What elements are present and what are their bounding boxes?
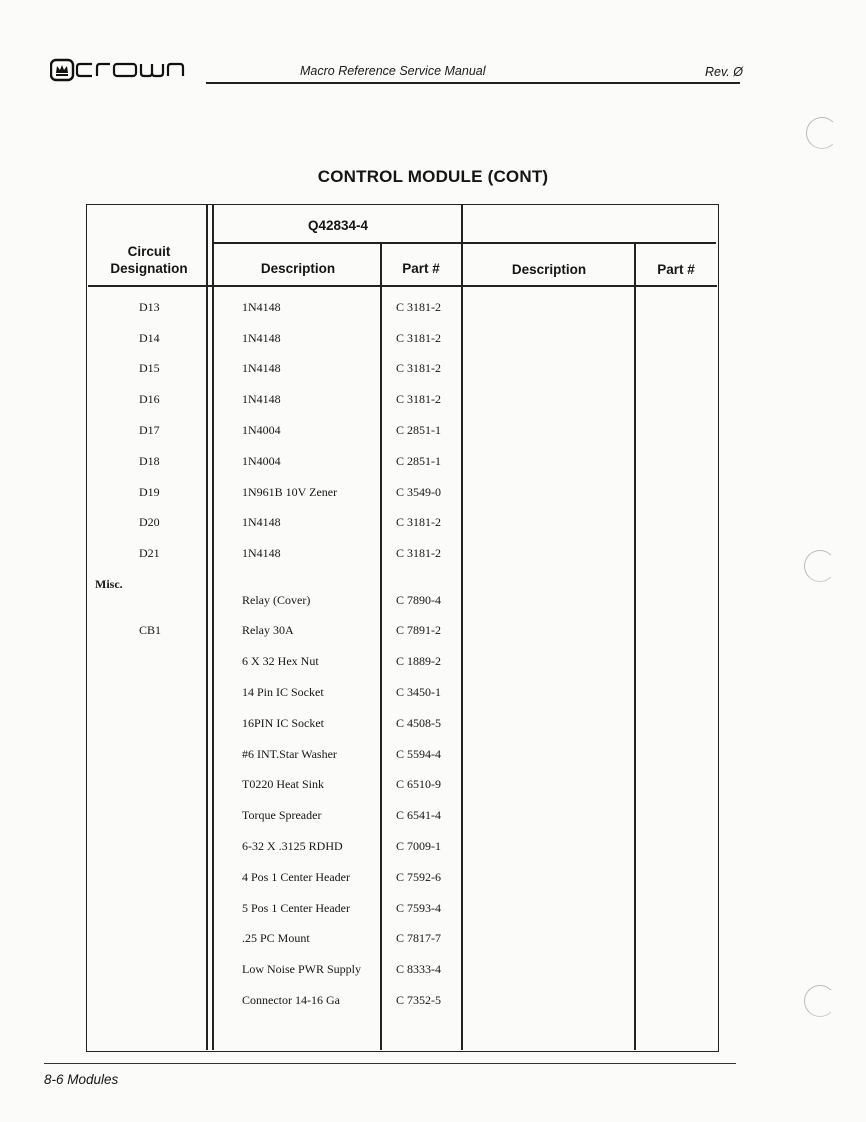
- row-part-number: C 3181-2: [396, 361, 441, 375]
- divider: [214, 242, 716, 244]
- revision-label: Rev. Ø: [705, 65, 743, 79]
- divider: [380, 244, 382, 1050]
- divider: [634, 244, 636, 1050]
- row-part-number: C 3181-2: [396, 300, 441, 314]
- divider: [206, 205, 208, 1050]
- description-header-2: Description: [511, 262, 587, 277]
- divider: [212, 205, 214, 1050]
- row-description: 1N961B 10V Zener: [242, 485, 338, 499]
- part-number-header-2: Part #: [657, 262, 695, 277]
- row-description: 6 X 32 Hex Nut: [242, 654, 319, 668]
- page-footer: 8-6 Modules: [44, 1072, 119, 1087]
- row-description: 1N4004: [242, 454, 281, 468]
- row-description: Relay (Cover): [242, 593, 311, 607]
- row-description: Torque Spreader: [242, 808, 322, 822]
- row-part-number: C 7891-2: [396, 623, 441, 637]
- row-description: Low Noise PWR Supply: [242, 962, 362, 976]
- row-designation: D19: [139, 485, 160, 499]
- row-part-number: C 8333-4: [396, 962, 441, 976]
- part-number-header: Part #: [402, 261, 440, 276]
- misc-section-label: Misc.: [95, 577, 123, 591]
- row-designation: D21: [139, 546, 160, 560]
- description-header: Description: [260, 261, 336, 276]
- row-designation: D15: [139, 361, 160, 375]
- row-part-number: C 1889-2: [396, 654, 441, 668]
- row-part-number: C 3181-2: [396, 392, 441, 406]
- row-designation: D20: [139, 515, 160, 529]
- row-designation: D18: [139, 454, 160, 468]
- row-description: 16PIN IC Socket: [242, 716, 324, 730]
- row-part-number: C 5594-4: [396, 747, 441, 761]
- row-description: 1N4148: [242, 300, 281, 314]
- divider: [461, 205, 463, 1050]
- row-part-number: C 2851-1: [396, 423, 441, 437]
- header-rule: [206, 82, 740, 84]
- circuit-designation-header: Circuit Designation: [110, 244, 188, 276]
- row-description: Connector 14-16 Ga: [242, 993, 340, 1007]
- row-description: 1N4148: [242, 331, 281, 345]
- row-description: 5 Pos 1 Center Header: [242, 901, 350, 915]
- divider: [88, 285, 717, 287]
- row-description: T0220 Heat Sink: [242, 777, 324, 791]
- row-part-number: C 7009-1: [396, 839, 441, 853]
- row-part-number: C 3181-2: [396, 546, 441, 560]
- row-description: 1N4148: [242, 515, 281, 529]
- row-designation: D13: [139, 300, 160, 314]
- row-part-number: C 4508-5: [396, 716, 441, 730]
- binder-hole: [806, 117, 838, 149]
- model-number-header: Q42834-4: [307, 218, 369, 233]
- row-designation: CB1: [139, 623, 162, 637]
- row-description: 1N4004: [242, 423, 281, 437]
- row-part-number: C 2851-1: [396, 454, 441, 468]
- row-part-number: C 7593-4: [396, 901, 441, 915]
- binder-hole: [804, 985, 836, 1017]
- row-part-number: C 3181-2: [396, 515, 441, 529]
- crown-logo: [50, 58, 202, 82]
- page-title: CONTROL MODULE (CONT): [317, 167, 549, 186]
- row-description: 4 Pos 1 Center Header: [242, 870, 350, 884]
- binder-hole: [804, 550, 836, 582]
- row-part-number: C 3450-1: [396, 685, 441, 699]
- row-description: Relay 30A: [242, 623, 294, 637]
- row-description: 14 Pin IC Socket: [242, 685, 324, 699]
- row-part-number: C 7592-6: [396, 870, 441, 884]
- manual-title: Macro Reference Service Manual: [300, 64, 486, 78]
- row-designation: D14: [139, 331, 160, 345]
- row-description: 6-32 X .3125 RDHD: [242, 839, 343, 853]
- row-part-number: C 7352-5: [396, 993, 441, 1007]
- row-designation: D17: [139, 423, 160, 437]
- row-part-number: C 6510-9: [396, 777, 441, 791]
- row-description: 1N4148: [242, 392, 281, 406]
- row-part-number: C 3549-0: [396, 485, 441, 499]
- row-description: #6 INT.Star Washer: [242, 747, 337, 761]
- row-part-number: C 6541-4: [396, 808, 441, 822]
- row-part-number: C 7890-4: [396, 593, 441, 607]
- row-description: .25 PC Mount: [242, 931, 310, 945]
- footer-rule: [44, 1063, 736, 1064]
- row-designation: D16: [139, 392, 160, 406]
- row-description: 1N4148: [242, 546, 281, 560]
- row-part-number: C 7817-7: [396, 931, 441, 945]
- row-part-number: C 3181-2: [396, 331, 441, 345]
- row-description: 1N4148: [242, 361, 281, 375]
